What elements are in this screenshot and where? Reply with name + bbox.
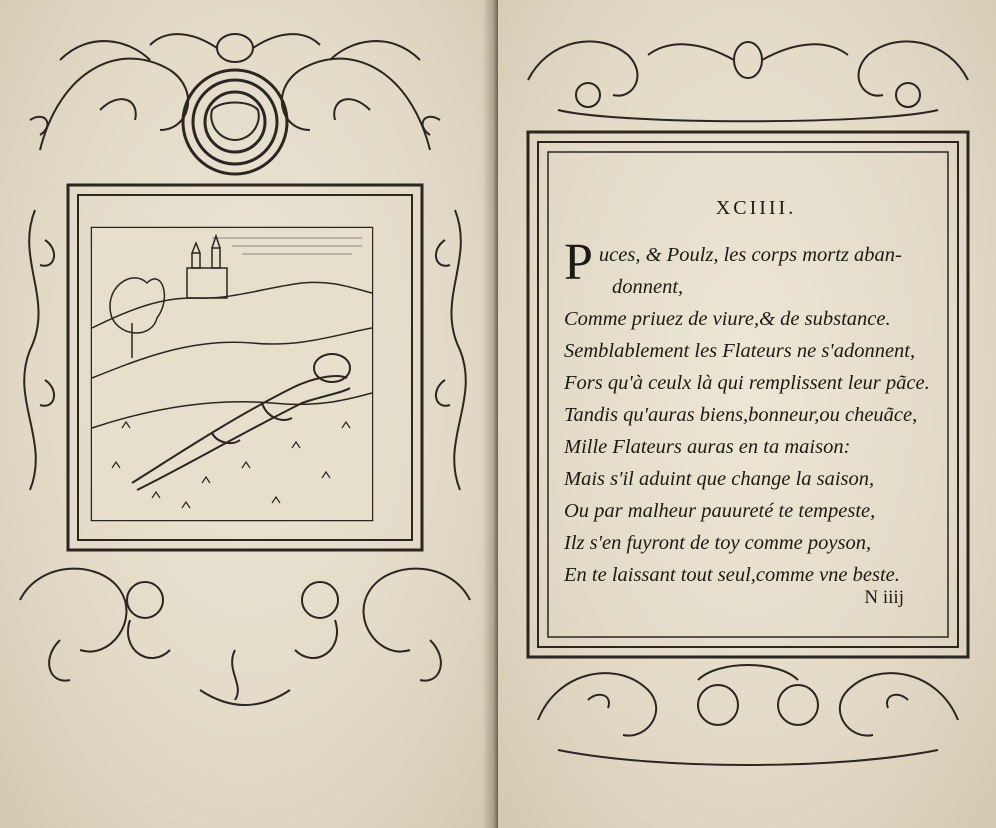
poem-text-frame xyxy=(538,135,974,655)
verse-line: Tandis qu'auras biens,bonneur,ou cheuãce, xyxy=(564,404,918,426)
verse-line: Ilz s'en fuyront de toy comme poyson, xyxy=(564,532,872,554)
signature-mark: N iiij xyxy=(864,587,904,608)
verse-line: Ou par malheur pauureté te tempeste, xyxy=(564,500,876,522)
verse-line: donnent, xyxy=(612,276,684,298)
verse-line: Mais s'il aduint que change la saison, xyxy=(564,468,875,490)
woodcut-illustration xyxy=(92,228,372,520)
poem-verse xyxy=(564,234,964,591)
verse-line: Comme priuez de viure,& de substance. xyxy=(564,308,891,330)
verse-number: XCIIII. xyxy=(715,197,797,219)
verse-line: Fors qu'à ceulx là qui remplissent leur pãce. xyxy=(564,372,930,394)
verse-line-text: uces, & Poulz, les corps mortz aban- xyxy=(598,244,902,266)
left-page xyxy=(0,0,494,828)
verse-line: En te laissant tout seul,comme vne beste. xyxy=(564,564,900,586)
drop-cap: P xyxy=(564,234,593,291)
verse-line: Mille Flateurs auras en ta maison: xyxy=(564,436,851,458)
verse-line: Semblablement les Flateurs ne s'adonnent, xyxy=(564,340,916,362)
